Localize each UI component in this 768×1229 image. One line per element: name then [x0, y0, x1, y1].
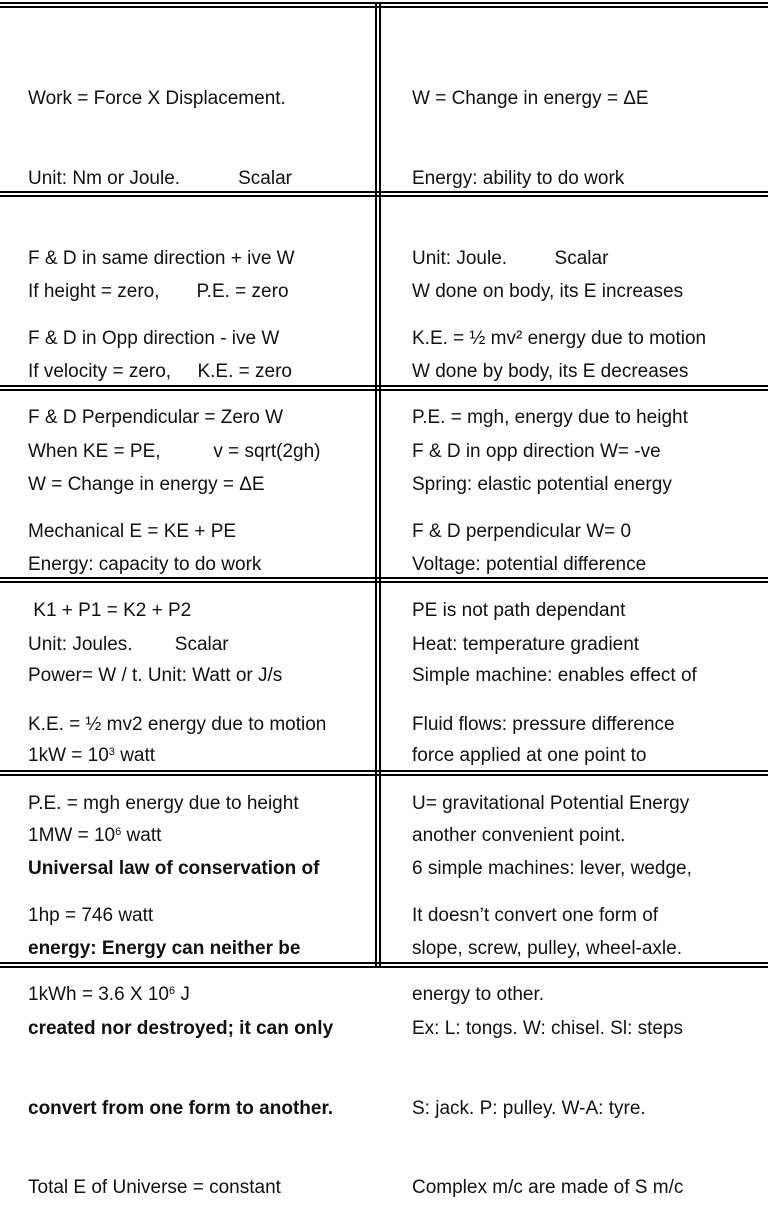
text-line: W done by body, its E decreases [412, 360, 689, 382]
text-line-bold: created nor destroyed; it can only [28, 1017, 334, 1039]
text-line: K.E. = ½ mv2 energy due to motion [28, 713, 327, 735]
text-line: Spring: elastic potential energy [412, 474, 672, 496]
text-line: U= gravitational Potential Energy [412, 793, 690, 815]
text-line: force applied at one point to [412, 744, 647, 766]
text-line: Energy: ability to do work [412, 167, 625, 189]
kwh-prefix: 1kWh = 3.6 X 10 [28, 984, 169, 1006]
text-line: Total E of Universe = constant [28, 1177, 281, 1199]
kw-exponent: 3 [108, 745, 115, 758]
text-line: F & D in opp direction W= -ve [412, 440, 661, 462]
kw-prefix: 1kW = 10 [28, 744, 109, 766]
text-line: Energy: capacity to do work [28, 553, 262, 575]
text-line: 1hp = 746 watt [28, 904, 154, 926]
text-line: 6 simple machines: lever, wedge, [412, 858, 692, 880]
text-line: Unit: Joule. Scalar [412, 247, 609, 269]
divider-center [375, 2, 377, 968]
text-line: Power= W / t. Unit: Watt or J/s [28, 665, 283, 687]
text-line: Complex m/c are made of S m/c [412, 1177, 684, 1199]
text-line: W done on body, its E increases [412, 281, 684, 303]
text-line: W = Change in energy = ΔE [28, 474, 265, 496]
text-line [28, 743, 373, 770]
text-line: K.E. = ½ mv² energy due to motion [412, 327, 707, 349]
mw-prefix: 1MW = 10 [28, 824, 116, 846]
kwh-suffix: J [175, 984, 190, 1006]
text-line: F & D perpendicular W= 0 [412, 520, 632, 542]
card-conservation-law [28, 803, 373, 1229]
kwh-exponent: 6 [169, 985, 176, 998]
text-line: When KE = PE, v = sqrt(2gh) [28, 440, 321, 462]
text-line-bold: Universal law of conservation of [28, 858, 320, 880]
text-line: F & D in same direction + ive W [28, 247, 295, 269]
mw-suffix: watt [121, 824, 162, 846]
divider-top [0, 2, 768, 4]
card-six-simple-machines [412, 803, 762, 1229]
text-line: Work = Force X Displacement. [28, 88, 286, 110]
text-line: Simple machine: enables effect of [412, 665, 697, 687]
text-line: Heat: temperature gradient [412, 633, 640, 655]
text-line: Unit: Nm or Joule. Scalar [28, 167, 292, 189]
text-line: F & D Perpendicular = Zero W [28, 407, 284, 429]
text-line: If velocity = zero, K.E. = zero [28, 360, 292, 382]
text-line: S: jack. P: pulley. W-A: tyre. [412, 1097, 646, 1119]
text-line: W = Change in energy = ΔE [412, 88, 649, 110]
text-line: another convenient point. [412, 824, 626, 846]
kw-suffix: watt [114, 744, 156, 766]
text-line: Voltage: potential difference [412, 553, 647, 575]
text-line: F & D in Opp direction - ive W [28, 327, 280, 349]
text-line-bold: convert from one form to another. [28, 1097, 334, 1119]
text-line: Fluid flows: pressure difference [412, 713, 675, 735]
text-line: Unit: Joules. Scalar [28, 633, 229, 655]
text-line: If height = zero, P.E. = zero [28, 281, 289, 303]
text-line: P.E. = mgh energy due to height [28, 793, 299, 815]
text-line: Ex: L: tongs. W: chisel. Sl: steps [412, 1017, 684, 1039]
text-line: K1 + P1 = K2 + P2 [28, 600, 192, 622]
text-line: slope, screw, pulley, wheel-axle. [412, 937, 682, 959]
text-line: Mechanical E = KE + PE [28, 520, 237, 542]
text-line: PE is not path dependant [412, 600, 626, 622]
text-line: P.E. = mgh, energy due to height [412, 407, 688, 429]
text-line: It doesn’t convert one form of [412, 904, 659, 926]
text-line-bold: energy: Energy can neither be [28, 937, 301, 959]
mw-exponent: 6 [115, 825, 122, 838]
text-line: energy to other. [412, 984, 545, 1006]
